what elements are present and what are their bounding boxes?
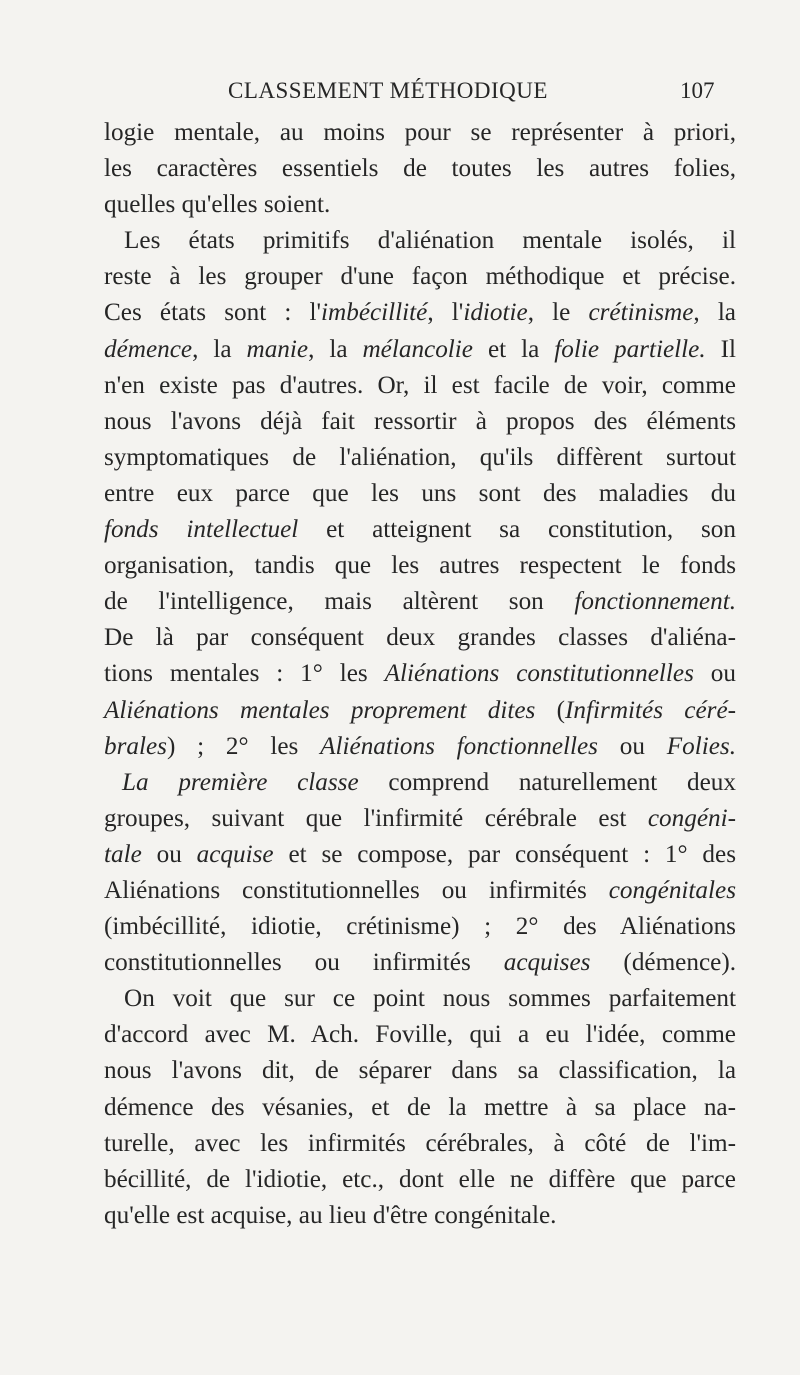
italic-text: tale: [104, 840, 142, 868]
text-run: (démence).: [590, 949, 737, 977]
text-line: [104, 295, 736, 331]
text-line: [104, 1017, 736, 1053]
text-line: [104, 584, 736, 620]
text-run: nous l'avons déjà fait ressortir à propos des éléments: [104, 407, 736, 435]
text-line: [104, 801, 736, 837]
text-run: organisation, tandis que les autres respectent le fonds: [104, 552, 736, 580]
text-run: et la: [473, 335, 555, 363]
italic-text: manie: [246, 335, 309, 363]
text-line: [104, 729, 736, 765]
italic-text: Infirmités céré-: [565, 696, 737, 724]
italic-text: Folies.: [666, 732, 737, 760]
text-run: Aliénations constitutionnelles ou infirmités: [104, 876, 609, 904]
text-run: quelles qu'elles soient.: [104, 191, 331, 219]
text-run: (: [535, 696, 566, 724]
text-run: démence des vésanies, et de la mettre à sa place na-: [104, 1093, 736, 1121]
text-run: groupes, suivant que l'infirmité cérébrale est: [104, 804, 648, 832]
text-run: (imbécillité, idiotie, crétinisme) ; 2° des Aliénations: [104, 913, 736, 941]
italic-text: mélancolie: [362, 335, 473, 363]
body-text: [104, 115, 736, 1234]
italic-text: folie partielle.: [554, 335, 706, 363]
text-line: [104, 476, 736, 512]
text-line: [104, 837, 736, 873]
text-run: Les états primitifs d'aliénation mentale isolés, il: [124, 227, 736, 255]
text-run: n'en existe pas d'autres. Or, il est facile de voir, comme: [104, 371, 736, 399]
text-run: ) ; 2° les: [166, 732, 321, 760]
text-line: [104, 1198, 736, 1234]
text-run: , la: [693, 299, 736, 327]
italic-text: acquise: [196, 840, 274, 868]
text-line: [104, 223, 736, 259]
italic-text: congénitales: [608, 876, 736, 904]
text-run: logie mentale, au moins pour se représenter à priori,: [104, 119, 736, 146]
italic-text: démence: [104, 335, 193, 363]
text-line: [104, 548, 736, 584]
text-run: et atteignent sa constitution, son: [298, 516, 736, 544]
italic-text: brales: [104, 732, 167, 760]
text-line: [104, 368, 736, 404]
text-line: [104, 1162, 736, 1198]
text-line: [104, 1053, 736, 1089]
text-line: [104, 909, 736, 945]
italic-text: fonds intellectuel: [104, 516, 299, 544]
italic-text: congéni-: [647, 804, 736, 832]
text-run: constitutionnelles ou infirmités: [104, 949, 504, 977]
text-line: [104, 512, 736, 548]
italic-text: crétinisme: [588, 299, 694, 327]
text-run: ou: [141, 840, 197, 868]
italic-text: fonctionnement.: [574, 588, 736, 616]
text-run: tions mentales : 1° les: [104, 660, 385, 688]
text-run: symptomatiques de l'aliénation, qu'ils diffèrent surtout: [104, 443, 736, 471]
text-line: [104, 151, 736, 187]
page-header: [0, 78, 800, 108]
running-title: CLASSEMENT MÉTHODIQUE: [228, 78, 548, 103]
page-number: 107: [680, 78, 715, 103]
text-line: [104, 332, 736, 368]
text-run: De là par conséquent deux grandes classes d'aliéna-: [104, 624, 736, 652]
text-line: [104, 440, 736, 476]
text-run: , l': [427, 299, 464, 327]
text-run: turelle, avec les infirmités cérébrales, à côté de l'im-: [104, 1129, 736, 1157]
text-run: Il: [705, 335, 736, 363]
text-line: [104, 115, 736, 151]
italic-text: Aliénations mentales proprement dites: [104, 696, 536, 724]
text-line: [104, 187, 736, 223]
text-line: [104, 945, 736, 981]
text-run: Ces états sont : l': [104, 299, 322, 327]
text-run: On voit que sur ce point nous sommes parfaitement: [124, 985, 736, 1013]
text-line: [104, 656, 736, 692]
text-run: , la: [192, 335, 247, 363]
text-line: [104, 873, 736, 909]
text-run: d'accord avec M. Ach. Foville, qui a eu l'idée, comme: [104, 1021, 736, 1049]
text-run: les caractères essentiels de toutes les autres folies,: [104, 155, 736, 183]
italic-text: Aliénations fonctionnelles: [320, 732, 598, 760]
italic-text: idiotie: [463, 299, 528, 327]
text-run: et se compose, par conséquent : 1° des: [273, 840, 737, 868]
text-run: ou: [693, 660, 736, 688]
text-line: [104, 981, 736, 1017]
text-line: [104, 259, 736, 295]
italic-text: Aliénations constitutionnelles: [384, 660, 694, 688]
text-run: bécillité, de l'idiotie, etc., dont elle ne diffère que parce: [104, 1165, 736, 1193]
text-line: [104, 765, 736, 801]
text-run: qu'elle est acquise, au lieu d'être congénitale.: [104, 1201, 557, 1229]
text-run: de l'intelligence, mais altèrent son: [104, 588, 575, 616]
text-run: entre eux parce que les uns sont des maladies du: [104, 479, 736, 507]
italic-text: imbécillité: [321, 299, 428, 327]
text-run: nous l'avons dit, de séparer dans sa classification, la: [104, 1057, 736, 1085]
text-run: , la: [308, 335, 363, 363]
text-line: [104, 1090, 736, 1126]
text-run: ou: [597, 732, 667, 760]
text-run: reste à les grouper d'une façon méthodique et précise.: [104, 263, 736, 291]
text-line: [104, 620, 736, 656]
text-line: [104, 693, 736, 729]
text-run: , le: [527, 299, 589, 327]
italic-text: acquises: [503, 949, 591, 977]
text-run: comprend naturellement deux: [358, 768, 736, 796]
text-line: [104, 404, 736, 440]
text-line: [104, 1126, 736, 1162]
italic-text: La première classe: [122, 768, 359, 796]
